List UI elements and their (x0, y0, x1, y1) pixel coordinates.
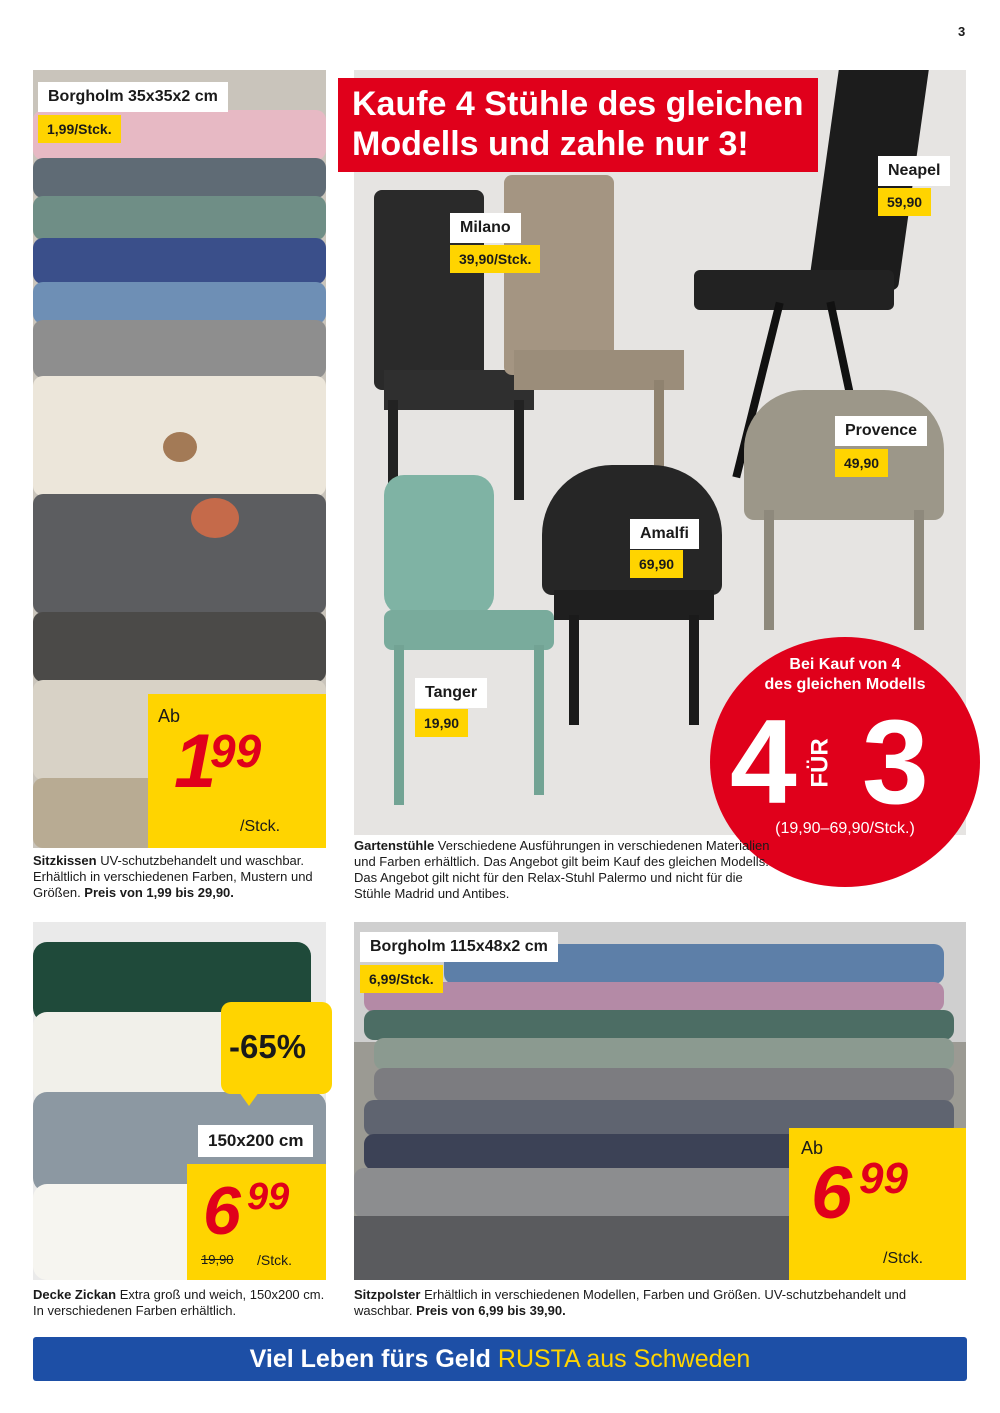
cushion-size-tag: Borgholm 35x35x2 cm (38, 82, 228, 112)
offer-condition-line1: Bei Kauf von 4 (789, 656, 901, 673)
price-unit: /Stck. (257, 1252, 293, 1268)
price-cents: 99 (247, 1176, 290, 1218)
pads-price-tag: 6,99/Stck. (360, 965, 443, 993)
discount-bubble (221, 1002, 332, 1094)
chair-name-amalfi: Amalfi (630, 519, 699, 549)
price-cents: 99 (859, 1154, 908, 1203)
discount-label: -65% (229, 1028, 307, 1065)
chair-price-amalfi: 69,90 (630, 550, 683, 578)
cushion-price-box (148, 694, 326, 848)
cushion-price-tag: 1,99/Stck. (38, 115, 121, 143)
price-main: 1 (174, 719, 217, 804)
offer-fuer: FÜR (806, 738, 834, 788)
price-main: 6 (203, 1173, 241, 1249)
blanket-description: Decke Zickan Extra groß und weich, 150x200 cm. In verschiedenen Farben erhältlich. (33, 1287, 325, 1318)
price-unit: /Stck. (883, 1250, 924, 1267)
price-main: 6 (811, 1151, 853, 1234)
price-prefix: Ab (801, 1138, 824, 1158)
offer-price-range: (19,90–69,90/Stck.) (775, 820, 915, 837)
chair-name-tanger: Tanger (415, 678, 487, 708)
pads-size-tag: Borgholm 115x48x2 cm (360, 932, 558, 962)
chairs-description: Gartenstühle Verschiedene Ausführungen in verschiedenen Materialien und Farben erhältlich. Das Angebot gilt beim Kauf des gleichen Modells. Das Angebot gilt nicht für den Relax-Stuhl Palermo und nicht für die Stühle Madrid und Antibes. (354, 838, 770, 901)
footer-slogan: Viel Leben fürs Geld (249, 1345, 491, 1373)
chair-price-milano: 39,90/Stck. (450, 245, 540, 273)
chair-name-milano: Milano (450, 213, 521, 243)
offer-big-right: 3 (862, 695, 929, 829)
chair-name-neapel: Neapel (878, 156, 950, 186)
chair-price-tanger: 19,90 (415, 709, 468, 737)
old-price: 19,90 (201, 1252, 234, 1267)
offer-condition-line2: des gleichen Modells (764, 676, 926, 693)
blanket-size-tag: 150x200 cm (198, 1125, 313, 1157)
chair-price-neapel: 59,90 (878, 188, 931, 216)
chair-name-provence: Provence (835, 416, 927, 446)
blanket-price-box (187, 1164, 326, 1280)
offer-banner-line2: Modells und zahle nur 3! (352, 125, 749, 163)
offer-banner (338, 78, 818, 172)
footer-brand: RUSTA aus Schweden (497, 1345, 751, 1373)
pads-price-box (789, 1128, 966, 1280)
price-prefix: Ab (158, 706, 181, 726)
footer-banner (33, 1337, 967, 1381)
offer-big-left: 4 (730, 695, 797, 829)
pads-description: Sitzpolster Erhältlich in verschiedenen Modellen, Farben und Größen. UV-schutzbehandelt und waschbar. Preis von 6,99 bis 39,90. (354, 1287, 907, 1318)
offer-banner-line1: Kaufe 4 Stühle des gleichen (352, 85, 804, 123)
page-number: 3 (958, 24, 966, 39)
price-unit: /Stck. (240, 818, 281, 835)
price-cents: 99 (210, 725, 262, 777)
cushion-description: Sitzkissen UV-schutzbehandelt und waschbar. Erhältlich in verschiedenen Farben, Mustern und Größen. Preis von 1,99 bis 29,90. (33, 853, 313, 900)
chair-price-provence: 49,90 (835, 449, 888, 477)
